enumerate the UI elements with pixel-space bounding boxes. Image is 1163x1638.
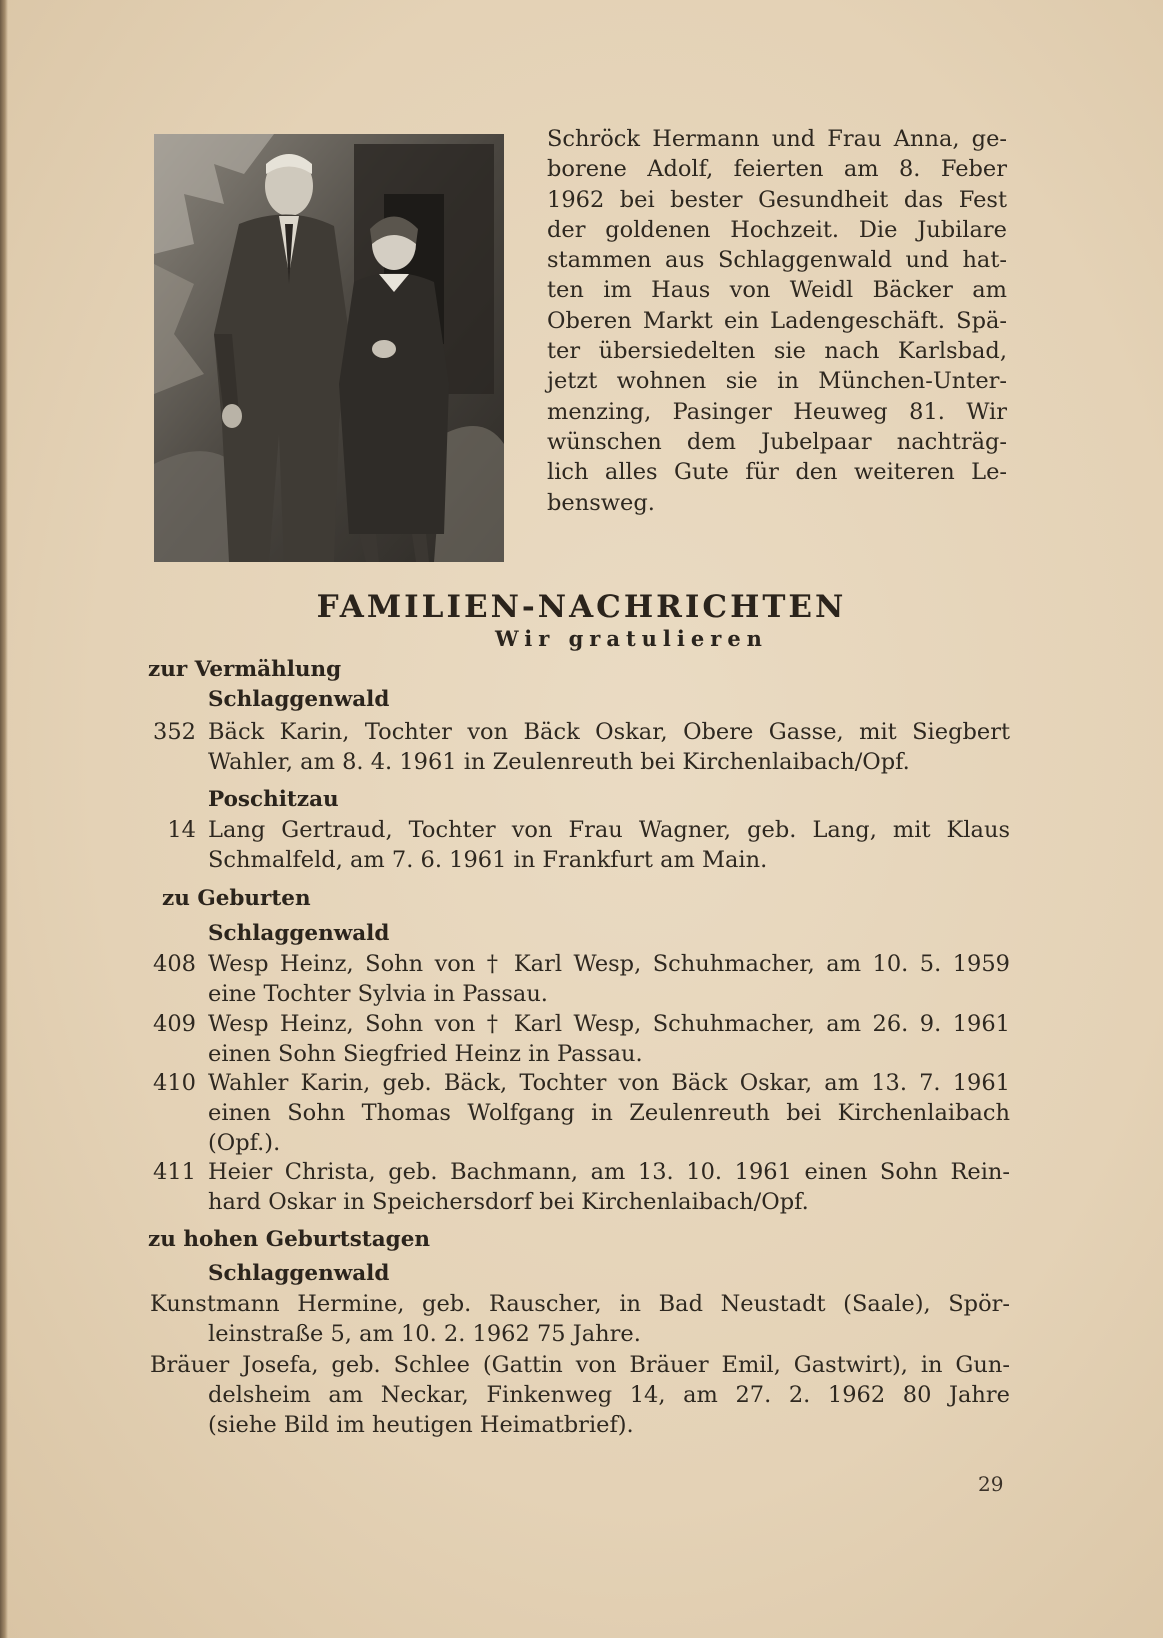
entry-line: einen Sohn Thomas Wolfgang in Zeulenreuth bei Kirchenlaibach [208, 1100, 1010, 1127]
entry-line: Lang Gertraud, Tochter von Frau Wagner, geb. Lang, mit Klaus [208, 817, 1010, 843]
caption-line: ter übersiedelten sie nach Karlsbad, [547, 338, 1007, 365]
entry-408 [150, 949, 1010, 1009]
entry-line: Wahler Karin, geb. Bäck, Tochter von Bäck Oskar, am 13. 7. 1961 [208, 1070, 1010, 1096]
caption-line: jetzt wohnen sie in München-Unter- [547, 368, 1007, 395]
caption-line: wünschen dem Jubelpaar nachträg- [547, 428, 1007, 455]
entry-number: 410 [153, 1070, 196, 1096]
entry-409 [150, 1009, 1010, 1069]
entry-line: Schmalfeld, am 7. 6. 1961 in Frankfurt am Main. [208, 847, 768, 874]
couple-photo [154, 134, 504, 562]
category-prefix: zu [148, 1227, 176, 1252]
entry-14 [150, 815, 1010, 875]
section-subtitle: Wir gratulieren [495, 626, 768, 651]
category-heading-births [162, 886, 311, 911]
caption-line: lich alles Gute für den weiteren Le- [547, 459, 1007, 486]
entry-line: Wahler, am 8. 4. 1961 in Zeulenreuth bei Kirchenlaibach/Opf. [208, 749, 910, 776]
place-heading: Schlaggenwald [208, 921, 390, 946]
caption-line: der goldenen Hochzeit. Die Jubilare [547, 216, 1007, 243]
category-heading-birthdays [148, 1227, 430, 1252]
entry-number: 408 [153, 951, 196, 977]
entry-line: (siehe Bild im heutigen Heimatbrief). [208, 1412, 634, 1439]
entry-line: eine Tochter Sylvia in Passau. [208, 981, 548, 1008]
category-prefix: zur [148, 657, 188, 682]
book-spine-shadow [0, 0, 8, 1638]
entry-number: 14 [167, 817, 196, 843]
entry-line: hard Oskar in Speichersdorf bei Kirchenlaibach/Opf. [208, 1189, 809, 1216]
page-number: 29 [978, 1472, 1004, 1496]
entry-line: Heier Christa, geb. Bachmann, am 13. 10. 1961 einen Sohn Rein- [208, 1159, 1010, 1185]
caption-line: stammen aus Schlaggenwald und hat- [547, 247, 1007, 274]
caption-line: ten im Haus von Weidl Bäcker am [547, 277, 1007, 304]
birthday-entry-kunstmann [150, 1289, 1010, 1349]
photo-caption-paragraph [547, 124, 1007, 518]
entry-line: einen Sohn Siegfried Heinz in Passau. [208, 1041, 643, 1068]
entry-line: (Opf.). [208, 1130, 281, 1157]
caption-line: 1962 bei bester Gesundheit das Fest [547, 186, 1007, 213]
category-label: Vermählung [194, 657, 342, 682]
entry-line: Bäck Karin, Tochter von Bäck Oskar, Obere Gasse, mit Siegbert [208, 719, 1010, 745]
caption-line: Oberen Markt ein Ladengeschäft. Spä- [547, 307, 1007, 334]
entry-number: 409 [153, 1011, 196, 1037]
place-heading: Schlaggenwald [208, 687, 390, 712]
birthday-entry-braeuer [150, 1350, 1010, 1441]
category-prefix: zu [162, 886, 190, 911]
category-label: Geburten [197, 886, 311, 911]
entry-line: Bräuer Josefa, geb. Schlee (Gattin von Bräuer Emil, Gastwirt), in Gun- [150, 1352, 1010, 1378]
entry-411 [150, 1157, 1010, 1217]
entry-line: Wesp Heinz, Sohn von † Karl Wesp, Schuhmacher, am 10. 5. 1959 [208, 951, 1010, 977]
category-heading-marriage [148, 657, 341, 682]
entry-line: leinstraße 5, am 10. 2. 1962 75 Jahre. [208, 1321, 641, 1348]
caption-line: bensweg. [547, 489, 655, 516]
entry-line: Wesp Heinz, Sohn von † Karl Wesp, Schuhmacher, am 26. 9. 1961 [208, 1011, 1010, 1037]
place-heading: Poschitzau [208, 787, 339, 812]
section-title: FAMILIEN-NACHRICHTEN [316, 589, 847, 625]
caption-line: menzing, Pasinger Heuweg 81. Wir [547, 398, 1007, 425]
entry-number: 411 [153, 1159, 196, 1185]
caption-line: borene Adolf, feierten am 8. Feber [547, 156, 1007, 183]
entry-410 [150, 1068, 1010, 1159]
entry-number: 352 [153, 719, 196, 745]
entry-line: delsheim am Neckar, Finkenweg 14, am 27. 2. 1962 80 Jahre [208, 1382, 1010, 1409]
entry-line: Kunstmann Hermine, geb. Rauscher, in Bad Neustadt (Saale), Spör- [150, 1291, 1010, 1317]
caption-line: Schröck Hermann und Frau Anna, ge- [547, 126, 1007, 152]
place-heading: Schlaggenwald [208, 1261, 390, 1286]
category-label: hohen Geburtstagen [183, 1227, 431, 1252]
entry-352 [150, 717, 1010, 777]
